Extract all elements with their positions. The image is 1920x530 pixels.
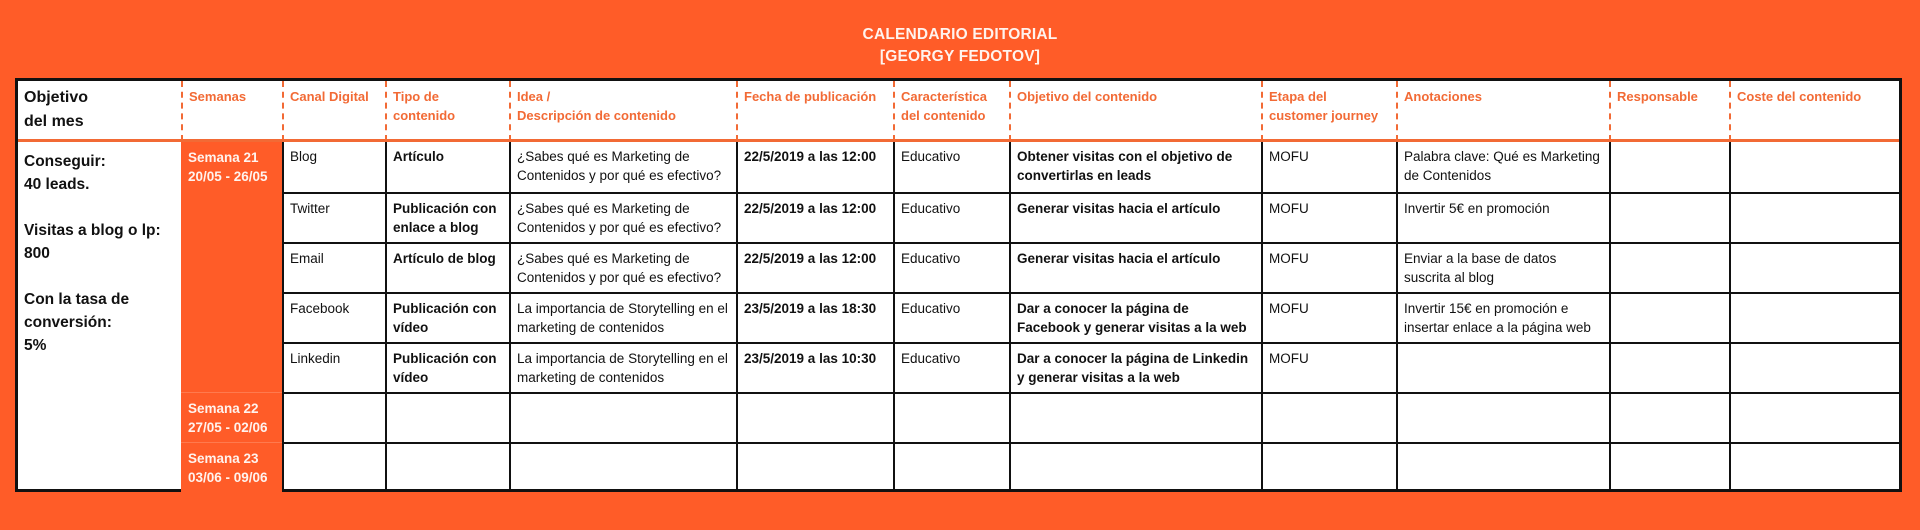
header-label: del mes bbox=[24, 113, 84, 130]
header-label: contenido bbox=[393, 108, 456, 123]
table-row bbox=[282, 442, 1902, 492]
week-label: Semana 22 bbox=[188, 401, 259, 416]
header-label: Idea / bbox=[517, 89, 551, 104]
cell-coste bbox=[1729, 344, 1905, 392]
cell-tipo: Artículo bbox=[385, 142, 509, 192]
table-header bbox=[18, 81, 1899, 141]
header-label: Descripción de contenido bbox=[517, 108, 676, 123]
cell-fecha: 22/5/2019 a las 12:00 bbox=[736, 142, 893, 192]
cell-coste bbox=[1729, 142, 1905, 192]
cell-objetivo bbox=[1009, 444, 1261, 492]
cell-etapa bbox=[1261, 444, 1396, 492]
cell-responsable bbox=[1609, 294, 1729, 342]
header-responsable bbox=[1609, 81, 1729, 141]
table-row bbox=[282, 142, 1902, 192]
cell-canal: Linkedin bbox=[282, 344, 385, 392]
cell-etapa: MOFU bbox=[1261, 244, 1396, 292]
cell-objetivo bbox=[1009, 394, 1261, 442]
cell-responsable bbox=[1609, 444, 1729, 492]
cell-idea: La importancia de Storytelling en el marketing de contenidos bbox=[509, 344, 736, 392]
week-cell-23 bbox=[181, 442, 282, 492]
cell-anotaciones bbox=[1396, 444, 1609, 492]
cell-canal bbox=[282, 394, 385, 442]
cell-etapa: MOFU bbox=[1261, 142, 1396, 192]
cell-caracteristica: Educativo bbox=[893, 244, 1009, 292]
header-label: Anotaciones bbox=[1404, 89, 1483, 104]
cell-responsable bbox=[1609, 194, 1729, 242]
cell-idea: ¿Sabes qué es Marketing de Contenidos y por qué es efectivo? bbox=[509, 244, 736, 292]
objetivo-conversion: Con la tasa de conversión: 5% bbox=[24, 291, 130, 354]
cell-objetivo: Dar a conocer la página de Linkedin y generar visitas a la web bbox=[1009, 344, 1261, 392]
header-fecha bbox=[736, 81, 893, 141]
title-line-2: [GEORGY FEDOTOV] bbox=[879, 48, 1041, 65]
header-label: Tipo de bbox=[393, 89, 439, 104]
cell-objetivo: Generar visitas hacia el artículo bbox=[1009, 194, 1261, 242]
header-objetivo-mes bbox=[18, 81, 181, 141]
header-label: Característica bbox=[901, 89, 987, 104]
cell-responsable bbox=[1609, 244, 1729, 292]
header-idea bbox=[509, 81, 736, 141]
cell-idea: ¿Sabes qué es Marketing de Contenidos y por qué es efectivo? bbox=[509, 194, 736, 242]
table-row bbox=[282, 292, 1902, 342]
cell-coste bbox=[1729, 394, 1905, 442]
week-cell-21 bbox=[181, 142, 282, 392]
cell-tipo: Artículo de blog bbox=[385, 244, 509, 292]
page-title bbox=[0, 24, 1920, 68]
cell-caracteristica: Educativo bbox=[893, 344, 1009, 392]
cell-fecha bbox=[736, 444, 893, 492]
cell-responsable bbox=[1609, 344, 1729, 392]
header-objetivo-contenido bbox=[1009, 81, 1261, 141]
table-row bbox=[282, 342, 1902, 392]
objetivo-mes-cell bbox=[18, 142, 181, 492]
cell-fecha: 23/5/2019 a las 18:30 bbox=[736, 294, 893, 342]
week-label: Semana 23 bbox=[188, 451, 259, 466]
cell-tipo bbox=[385, 444, 509, 492]
cell-fecha: 22/5/2019 a las 12:00 bbox=[736, 194, 893, 242]
week-range: 03/06 - 09/06 bbox=[188, 470, 268, 485]
cell-anotaciones: Invertir 15€ en promoción e insertar enlace a la página web bbox=[1396, 294, 1609, 342]
cell-anotaciones: Invertir 5€ en promoción bbox=[1396, 194, 1609, 242]
cell-tipo: Publicación con vídeo bbox=[385, 344, 509, 392]
header-label: Fecha de publicación bbox=[744, 89, 877, 104]
cell-objetivo: Generar visitas hacia el artículo bbox=[1009, 244, 1261, 292]
cell-caracteristica bbox=[893, 444, 1009, 492]
editorial-calendar-table bbox=[15, 78, 1902, 492]
cell-tipo bbox=[385, 394, 509, 442]
header-canal bbox=[282, 81, 385, 141]
week-label: Semana 21 bbox=[188, 150, 259, 165]
header-label: Responsable bbox=[1617, 89, 1698, 104]
cell-coste bbox=[1729, 194, 1905, 242]
cell-objetivo: Dar a conocer la página de Facebook y generar visitas a la web bbox=[1009, 294, 1261, 342]
cell-objetivo: Obtener visitas con el objetivo de convertirlas en leads bbox=[1009, 142, 1261, 192]
cell-canal: Twitter bbox=[282, 194, 385, 242]
header-label: Objetivo del contenido bbox=[1017, 89, 1158, 104]
header-anotaciones bbox=[1396, 81, 1609, 141]
title-line-1: CALENDARIO EDITORIAL bbox=[862, 26, 1058, 43]
cell-fecha: 23/5/2019 a las 10:30 bbox=[736, 344, 893, 392]
calendar-grid bbox=[282, 142, 1902, 492]
header-label: del contenido bbox=[901, 108, 986, 123]
cell-tipo: Publicación con vídeo bbox=[385, 294, 509, 342]
cell-canal: Blog bbox=[282, 142, 385, 192]
cell-responsable bbox=[1609, 142, 1729, 192]
header-semanas bbox=[181, 81, 282, 141]
cell-etapa: MOFU bbox=[1261, 344, 1396, 392]
header-etapa bbox=[1261, 81, 1396, 141]
cell-idea: La importancia de Storytelling en el marketing de contenidos bbox=[509, 294, 736, 342]
week-range: 27/05 - 02/06 bbox=[188, 420, 268, 435]
header-coste bbox=[1729, 81, 1899, 141]
cell-anotaciones: Enviar a la base de datos suscrita al blog bbox=[1396, 244, 1609, 292]
table-row bbox=[282, 242, 1902, 292]
objetivo-visitas: Visitas a blog o lp: 800 bbox=[24, 222, 161, 262]
cell-anotaciones: Palabra clave: Qué es Marketing de Contenidos bbox=[1396, 142, 1609, 192]
cell-tipo: Publicación con enlace a blog bbox=[385, 194, 509, 242]
cell-idea bbox=[509, 394, 736, 442]
cell-caracteristica: Educativo bbox=[893, 294, 1009, 342]
cell-idea bbox=[509, 444, 736, 492]
week-range: 20/05 - 26/05 bbox=[188, 169, 268, 184]
cell-anotaciones bbox=[1396, 394, 1609, 442]
cell-canal bbox=[282, 444, 385, 492]
objetivo-leads: Conseguir: 40 leads. bbox=[24, 153, 106, 193]
cell-caracteristica: Educativo bbox=[893, 194, 1009, 242]
cell-etapa bbox=[1261, 394, 1396, 442]
table-row bbox=[282, 392, 1902, 442]
cell-idea: ¿Sabes qué es Marketing de Contenidos y por qué es efectivo? bbox=[509, 142, 736, 192]
cell-canal: Facebook bbox=[282, 294, 385, 342]
cell-caracteristica: Educativo bbox=[893, 142, 1009, 192]
header-label: Semanas bbox=[189, 89, 247, 104]
header-caracteristica bbox=[893, 81, 1009, 141]
header-label: Canal Digital bbox=[290, 89, 369, 104]
cell-coste bbox=[1729, 244, 1905, 292]
cell-coste bbox=[1729, 294, 1905, 342]
header-label: customer journey bbox=[1269, 108, 1379, 123]
table-row bbox=[282, 192, 1902, 242]
header-label: Objetivo bbox=[24, 89, 89, 106]
week-cell-22 bbox=[181, 392, 282, 442]
cell-fecha: 22/5/2019 a las 12:00 bbox=[736, 244, 893, 292]
cell-coste bbox=[1729, 444, 1905, 492]
cell-etapa: MOFU bbox=[1261, 194, 1396, 242]
cell-etapa: MOFU bbox=[1261, 294, 1396, 342]
cell-responsable bbox=[1609, 394, 1729, 442]
cell-canal: Email bbox=[282, 244, 385, 292]
header-label: Coste del contenido bbox=[1737, 89, 1862, 104]
cell-fecha bbox=[736, 394, 893, 442]
cell-caracteristica bbox=[893, 394, 1009, 442]
header-label: Etapa del bbox=[1269, 89, 1327, 104]
cell-anotaciones bbox=[1396, 344, 1609, 392]
header-tipo bbox=[385, 81, 509, 141]
